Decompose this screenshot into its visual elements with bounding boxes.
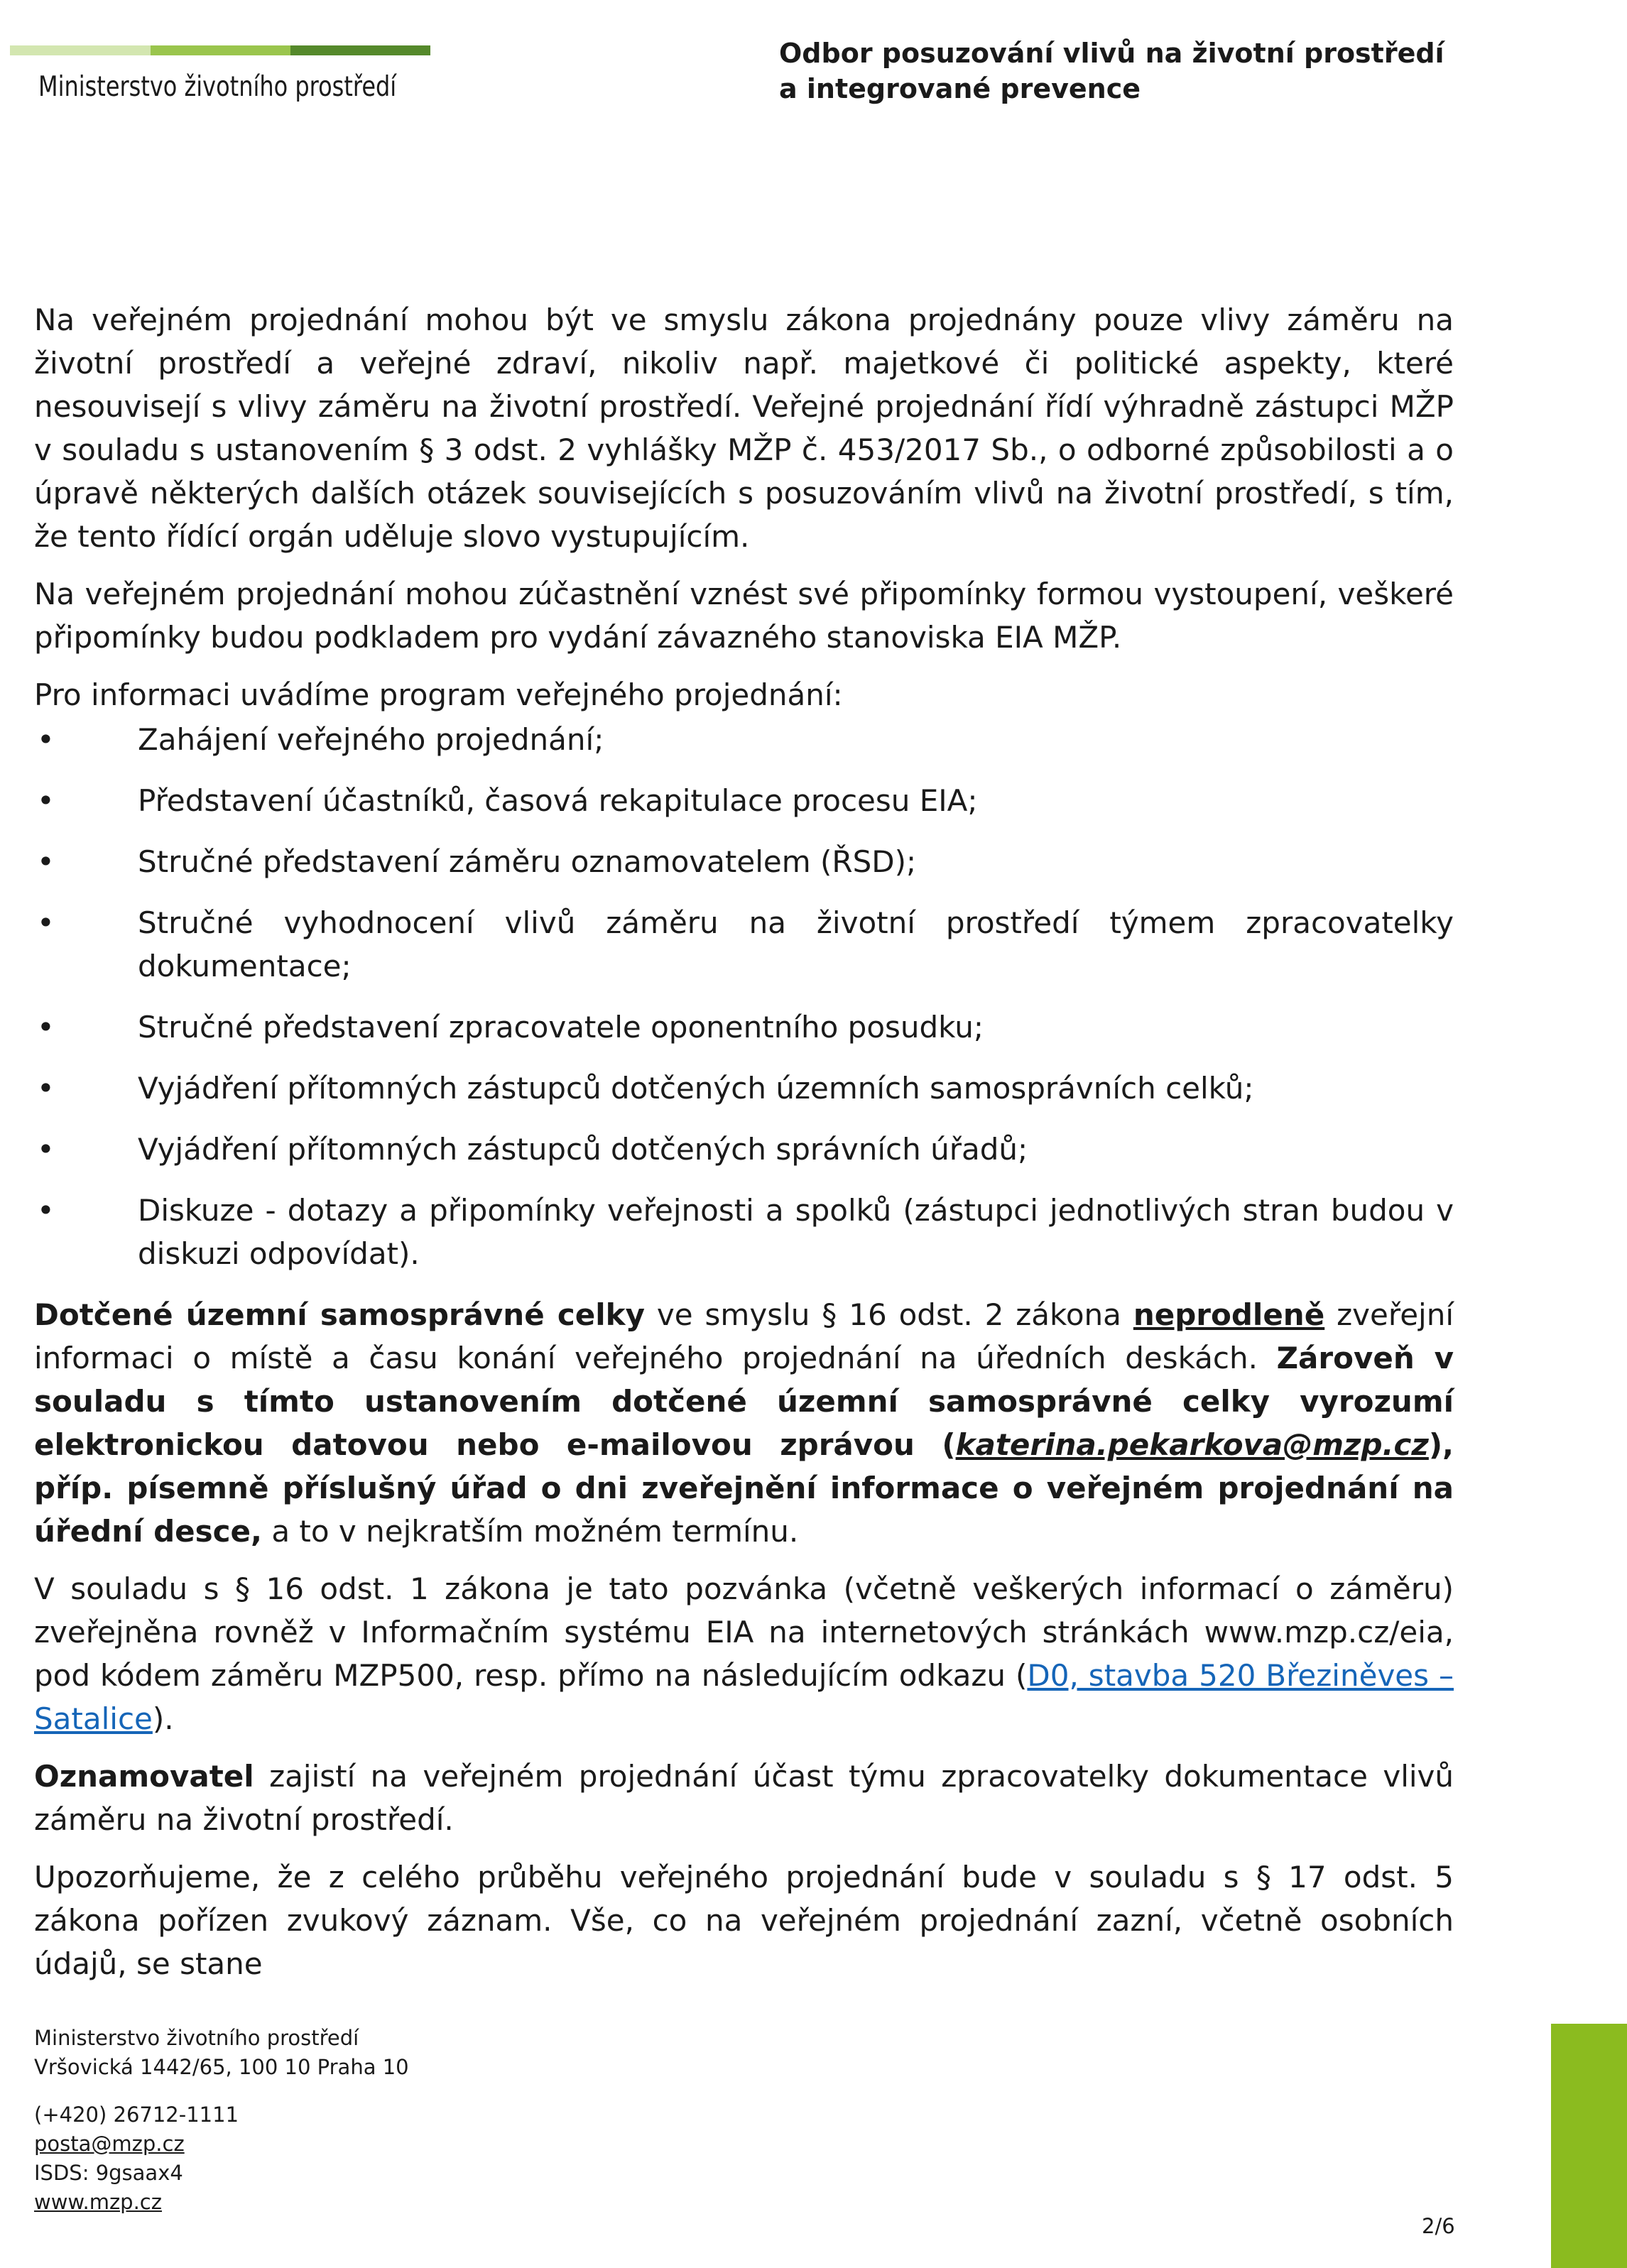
footer-contact-block xyxy=(34,2100,409,2217)
program-item: • Zahájení veřejného projednání; xyxy=(34,718,1454,761)
bullet-icon: • xyxy=(37,905,55,940)
footer xyxy=(34,2024,409,2217)
program-item: • Představení účastníků, časová rekapitulace procesu EIA; xyxy=(34,779,1454,822)
program-list xyxy=(34,718,1454,1275)
footer-web-link[interactable]: www.mzp.cz xyxy=(34,2190,162,2214)
footer-org: Ministerstvo životního prostředí xyxy=(34,2026,359,2050)
program-item: • Vyjádření přítomných zástupců dotčených správních úřadů; xyxy=(34,1128,1454,1171)
program-item: • Stručné představení zpracovatele oponentního posudku; xyxy=(34,1005,1454,1049)
department-line-1: Odbor posuzování vlivů na životní prostředí xyxy=(779,38,1444,69)
bullet-icon: • xyxy=(37,722,55,757)
footer-isds: ISDS: 9gsaax4 xyxy=(34,2161,183,2185)
eia-project-link[interactable]: D0, stavba 520 Březiněves – Satalice xyxy=(34,1658,1454,1736)
bullet-icon: • xyxy=(37,1132,55,1167)
logo-bar-mid xyxy=(151,45,290,55)
paragraph-publication: V souladu s § 16 odst. 1 zákona je tato pozvánka (včetně veškerých informací o záměru) zveřejněna rovněž v Informačním systému EIA na internetových stránkách www.mzp.cz/eia, pod kódem záměru MZP500, resp. přímo na následujícím odkazu (D0, stavba 520 Březiněves – Satalice). xyxy=(34,1571,1454,1736)
bullet-icon: • xyxy=(37,844,55,879)
accent-bar xyxy=(1551,2024,1627,2268)
program-item: • Stručné představení záměru oznamovatelem (ŘSD); xyxy=(34,840,1454,883)
footer-address-block xyxy=(34,2024,409,2082)
program-item: • Vyjádření přítomných zástupců dotčených územních samosprávních celků; xyxy=(34,1067,1454,1110)
footer-address: Vršovická 1442/65, 100 10 Praha 10 xyxy=(34,2055,409,2079)
bullet-icon: • xyxy=(37,1193,55,1228)
logo-bars xyxy=(10,45,430,55)
paragraph-notifier: Oznamovatel zajistí na veřejném projednání účast týmu zpracovatelky dokumentace vlivů záměru na životní prostředí. xyxy=(34,1759,1454,1837)
bullet-icon: • xyxy=(37,1071,55,1106)
program-item: • Diskuze - dotazy a připomínky veřejnosti a spolků (zástupci jednotlivých stran budou v diskuzi odpovídat). xyxy=(34,1189,1454,1275)
department-line-2: a integrované prevence xyxy=(779,73,1141,104)
logo-bar-dark xyxy=(290,45,430,55)
logo-text: Ministerstvo životního prostředí xyxy=(38,71,397,103)
footer-email-link[interactable]: posta@mzp.cz xyxy=(34,2132,185,2156)
bullet-icon: • xyxy=(37,783,55,818)
footer-phone: (+420) 26712-1111 xyxy=(34,2103,239,2127)
document-body xyxy=(34,298,1454,2000)
program-item: • Stručné vyhodnocení vlivů záměru na životní prostředí týmem zpracovatelky dokumentace; xyxy=(34,901,1454,988)
paragraph-recording: Upozorňujeme, že z celého průběhu veřejného projednání bude v souladu s § 17 odst. 5 zákona pořízen zvukový záznam. Vše, co na veřejném projednání zazní, včetně osobních údajů, se stane xyxy=(34,1860,1454,1981)
contact-email-link[interactable]: katerina.pekarkova@mzp.cz xyxy=(955,1427,1429,1462)
logo-bar-light xyxy=(10,45,151,55)
page-number: 2/6 xyxy=(1422,2214,1455,2238)
paragraph-scope: Na veřejném projednání mohou být ve smyslu zákona projednány pouze vlivy záměru na životní prostředí a veřejné zdraví, nikoliv např. majetkové či politické aspekty, které nesouvisejí s vlivy záměru na životní prostředí. Veřejné projednání řídí výhradně zástupci MŽP v souladu s ustanovením § 3 odst. 2 vyhlášky MŽP č. 453/2017 Sb., o odborné způsobilosti a o úpravě některých dalších otázek souvisejících s posuzováním vlivů na životní prostředí, s tím, že tento řídící orgán uděluje slovo vystupujícím. xyxy=(34,302,1454,554)
paragraph-program-intro: Pro informaci uvádíme program veřejného projednání: xyxy=(34,677,843,712)
department-name xyxy=(779,36,1444,107)
paragraph-municipalities: Dotčené územní samosprávné celky ve smyslu § 16 odst. 2 zákona neprodleně zveřejní informaci o místě a času konání veřejného projednání na úředních deskách. Zároveň v souladu s tímto ustanovením dotčené územní samosprávné celky vyrozumí elektronickou datovou nebo e-mailovou zprávou (katerina.pekarkova@mzp.cz), příp. písemně příslušný úřad o dni zveřejnění informace o veřejném projednání na úřední desce, a to v nejkratším možném termínu. xyxy=(34,1297,1454,1549)
bullet-icon: • xyxy=(37,1010,55,1045)
paragraph-comments: Na veřejném projednání mohou zúčastnění vznést své připomínky formou vystoupení, veškeré připomínky budou podkladem pro vydání závazného stanoviska EIA MŽP. xyxy=(34,577,1454,655)
